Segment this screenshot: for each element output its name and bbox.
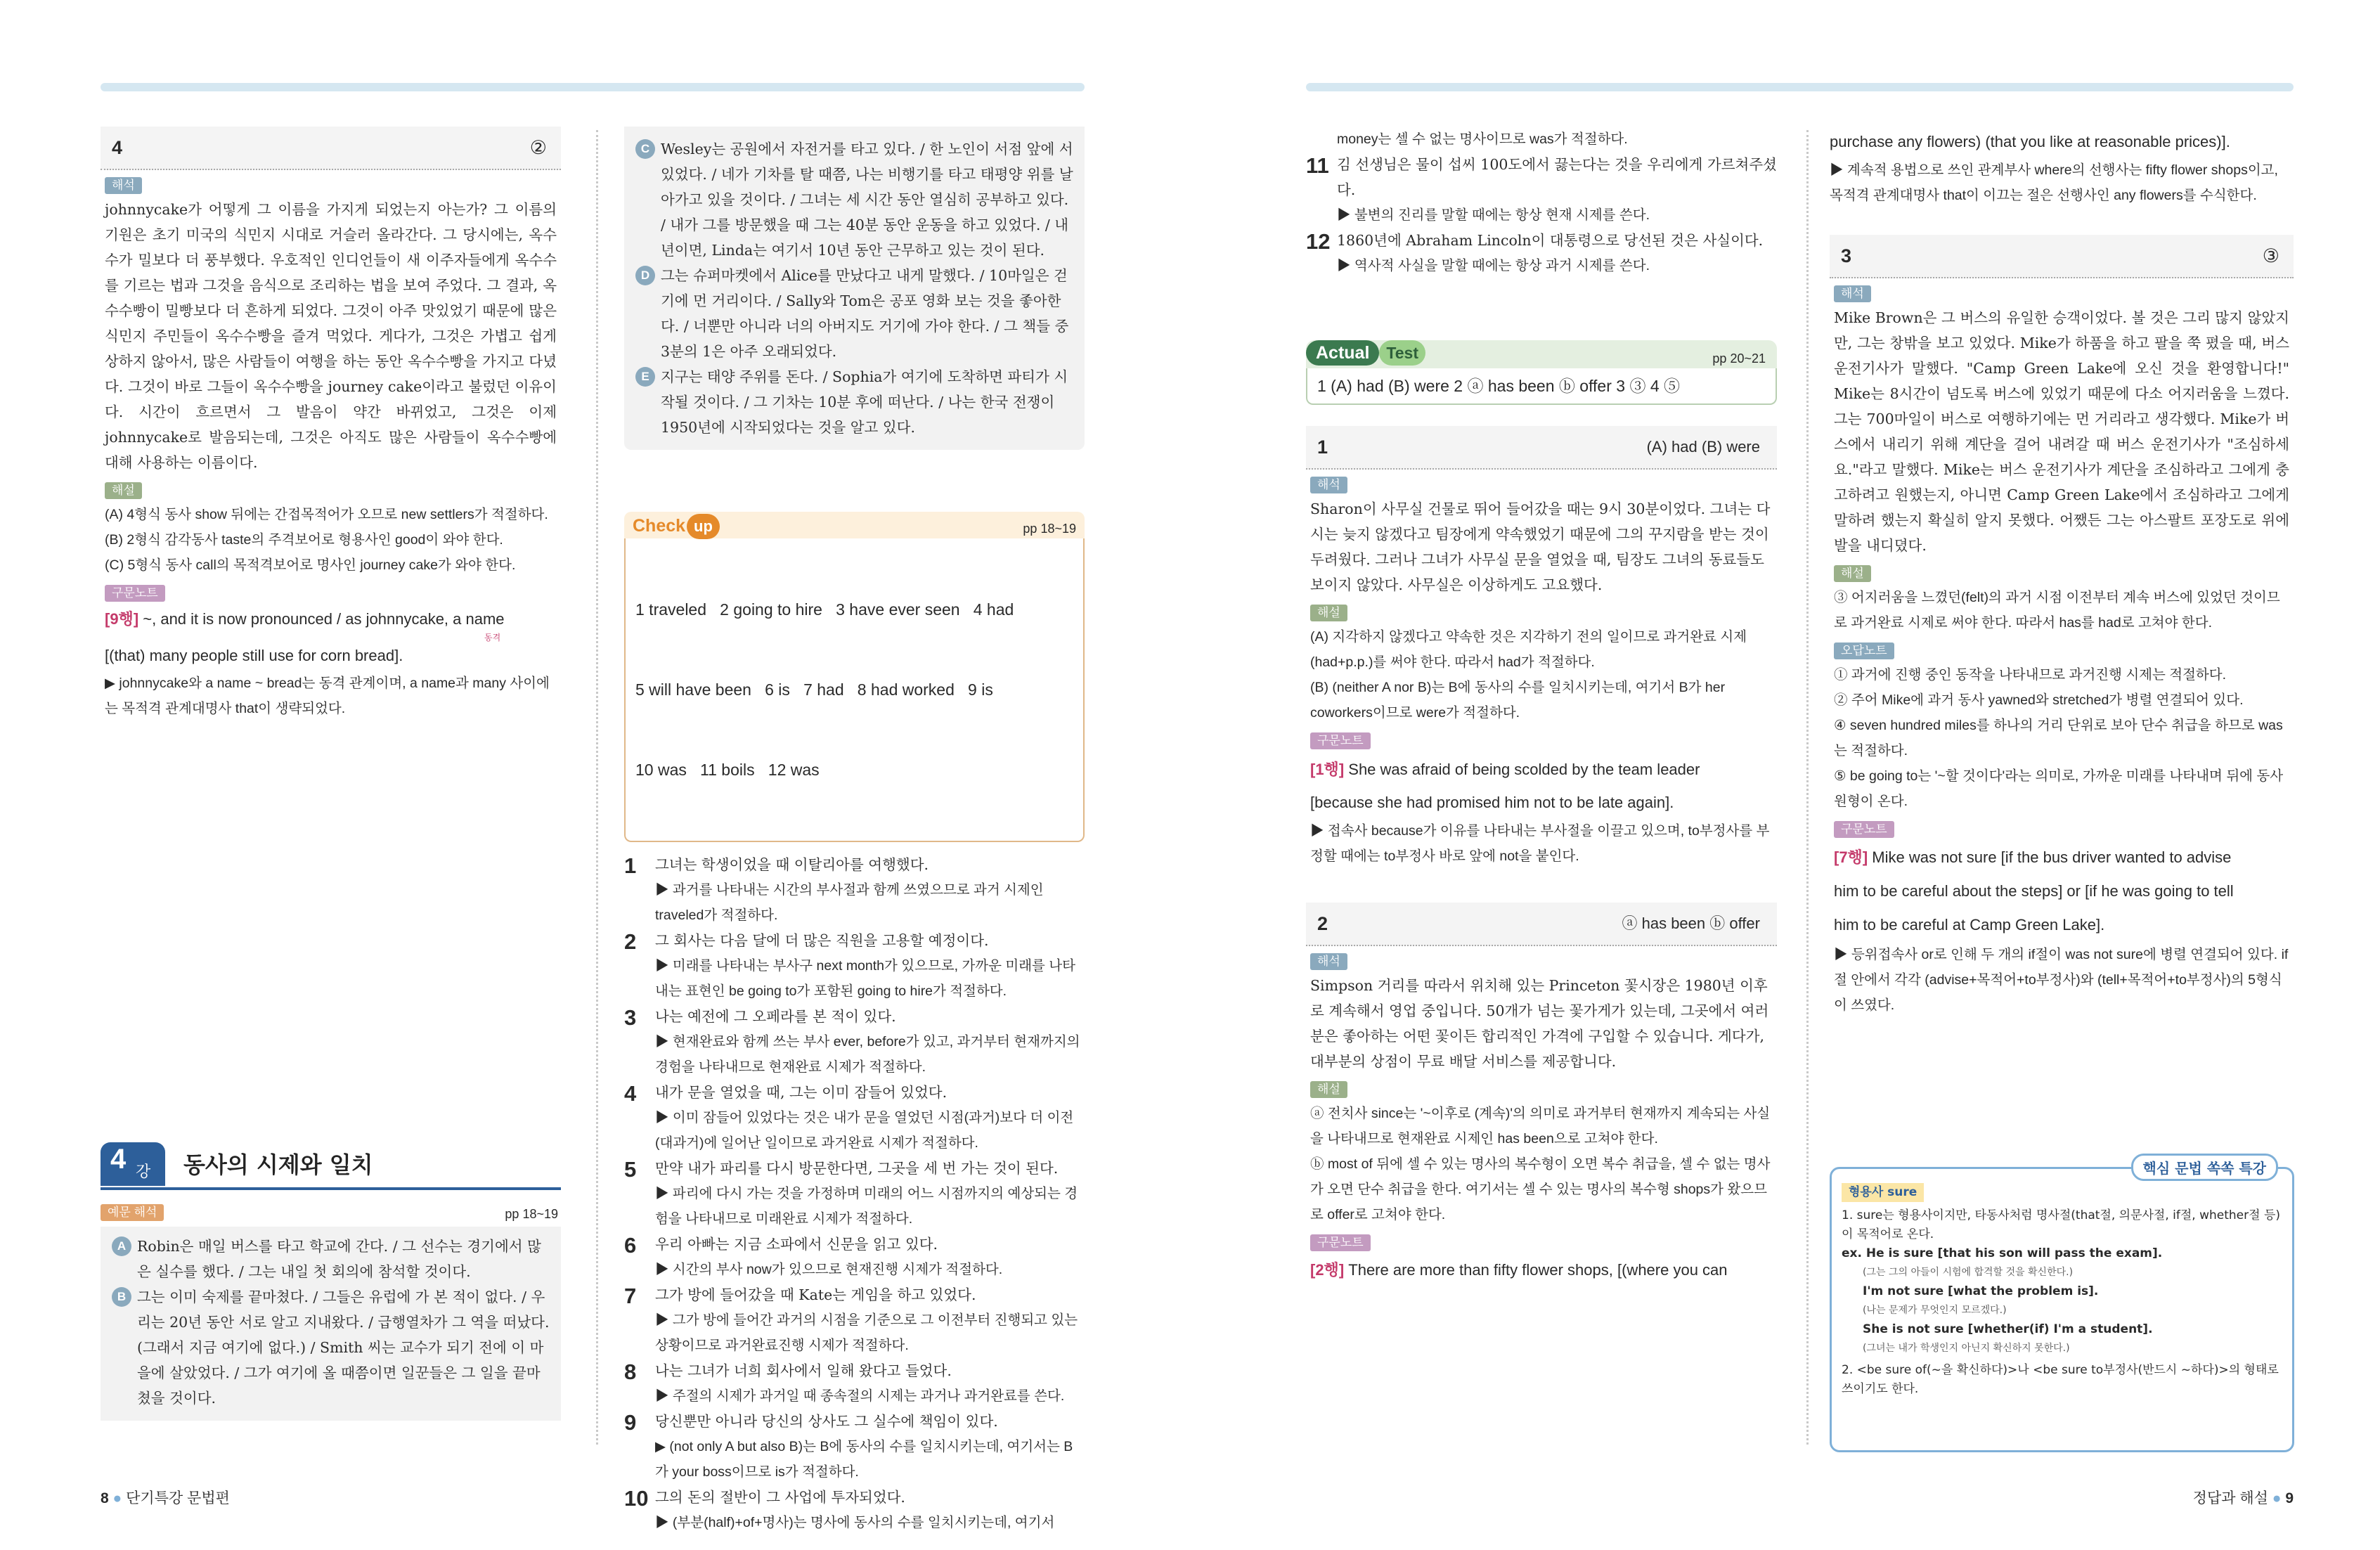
explanation-line: (C) 5형식 동사 call의 목적격보어로 명사인 journey cake가 와야 한다. — [105, 557, 516, 573]
checkup-badge-up: up — [687, 514, 720, 539]
translation-text: Sharon이 사무실 건물로 뛰어 들어갔을 때는 9시 30분이었다. 그녀는 다시는 늦지 않겠다고 팀장에게 약속했었기 때문에 그의 꾸지람을 받는 것이 두려웠다. 그러나 그녀가 사무실 문을 열었을 때, 팀장도 그녀의 동료들도 보이지 않았다. 사무실은 이상하게도 고요했다. — [1310, 500, 1771, 593]
column-divider — [596, 130, 598, 1445]
syntax-note: [2행] There are more than fifty flower shops, [(where you can — [1310, 1261, 1728, 1279]
line-ref: [9행] — [105, 610, 139, 628]
checkup-item: 4 내가 문을 열었을 때, 그는 이미 잠들어 있었다. ▶ 이미 잠들어 있었다는 것은 내가 문을 열었던 시점(과거)보다 더 이전(대과거)에 일어난 일이므로 과거완료 시제가 적절하다. — [624, 1081, 1074, 1151]
checkup-section — [624, 512, 1085, 1535]
wrong-answer-line: ② 주어 Mike에 과거 동사 yawned와 stretched가 병렬 연결되어 있다. — [1834, 692, 2244, 708]
tag-example-translation: 예문 해석 — [101, 1204, 164, 1221]
grammar-tip-example-translation: (나는 문제가 무엇인지 모르겠다.) — [1863, 1305, 2007, 1316]
answer-text: ⓐ has been ⓑ offer — [1622, 915, 1760, 932]
top-rule-left — [101, 83, 1085, 91]
example-item: E 지구는 태양 주위를 돈다. / Sophia가 여기에 도착하면 파티가 시작될 것이다. / 그 기차는 10분 후에 떠난다. / 나는 한국 전쟁이 1950년에 시작되었다는 것을 알고 있다. — [635, 364, 1073, 440]
explanation-line: (A) 지각하지 않겠다고 약속한 것은 지각하기 전의 일이므로 과거완료 시제 (had+p.p.)를 써야 한다. 따라서 had가 적절하다. — [1310, 629, 1747, 670]
checkup-item: 3 나는 예전에 그 오페라를 본 적이 있다. ▶ 현재완료와 함께 쓰는 부사 ever, before가 있고, 과거부터 현재까지의 경험을 나타내므로 현재완료 시제가 적절하다. — [624, 1005, 1080, 1075]
actual-test-answer-key: 1 (A) had (B) were 2 ⓐ has been ⓑ offer 3 ③ 4 ⑤ — [1306, 368, 1777, 405]
answer-mark: ③ — [2262, 245, 2279, 266]
note-sentence: him to be careful about the steps] or [if he was going to tell — [1834, 882, 2234, 900]
test-badge: Test — [1379, 340, 1425, 366]
column-3 — [1306, 127, 1777, 1286]
tag-explanation: 해설 — [1834, 565, 1871, 582]
example-box — [101, 1227, 561, 1421]
question-1-header: 1 (A) had (B) were — [1306, 426, 1777, 470]
footer-left: 8 ● 단기특강 문법편 — [101, 1490, 230, 1506]
checkup-item: 12 1860년에 Abraham Lincoln이 대통령으로 당선된 것은 사실이다. ▶ 역사적 사실을 말할 때에는 항상 과거 시제를 쓴다. — [1306, 229, 1764, 273]
checkup-item: 6 우리 아빠는 지금 소파에서 신문을 읽고 있다. ▶ 시간의 부사 now가 있으므로 현재진행 시제가 적절하다. — [624, 1233, 1003, 1277]
continued-explanation: money는 셀 수 없는 명사이므로 was가 적절하다. — [1337, 131, 1628, 147]
question-number: 4 — [112, 137, 123, 158]
note-sentence: [(that) many people still use for corn bread]. — [105, 647, 403, 664]
grammar-tip-example-translation: (그는 그의 아들이 시험에 합격할 것을 확신한다.) — [1863, 1267, 2074, 1278]
syntax-note: [7행] Mike was not sure [if the bus driver wanted to advise — [1834, 848, 2232, 866]
translation-text: Mike Brown은 그 버스의 유일한 승객이었다. 볼 것은 그리 많지 않았지만, 그는 창밖을 보고 있었다. Mike가 하품을 하고 팔을 쭉 폈을 때, 버스 운전기사가 말했다. "Camp Green Lake에 오신 것을 환영합니다!" Mike는 8시간이 넘도록 버스에 있었기 때문에 다소 어지러움을 느꼈다. 그는 700마일이 버스로 여행하기에는 먼 거리라고 생각했다. Mike가 버스에서 내리기 위해 계단을 걸어 내려갈 때 버스 운전기사가 "조심하세요."라고 말했다. Mike는 버스 운전기사가 계단을 조심하라고 그에게 충고하려고 원했는지, 아니면 Camp Green Lake에서 조심하라고 그에게 말하려 했는지 확실히 알지 못했다. 어쨌든 그는 아스팔트 포장도로 위에 발을 내디뎠다. — [1834, 309, 2289, 554]
page-number: 8 — [101, 1490, 109, 1506]
wrong-answer-line: ⑤ be going to는 '~할 것이다'라는 의미로, 가까운 미래를 나타내며 뒤에 동사원형이 온다. — [1834, 768, 2284, 809]
question-2-header: 2 ⓐ has been ⓑ offer — [1306, 903, 1777, 946]
question-3-header: 3 ③ — [1830, 235, 2294, 278]
tag-translation: 해석 — [1310, 953, 1347, 970]
grammar-tip-example: She is not sure [whether(if) I'm a student]. — [1863, 1322, 2153, 1336]
example-label: B — [112, 1287, 131, 1307]
checkup-answer-key: 1 traveled 2 going to hire 3 have ever seen 4 had 5 will have been 6 is 7 had 8 had worked 9 is 10 was 11 boils 12 was — [624, 538, 1085, 842]
tag-syntax-note: 구문노트 — [1310, 1234, 1371, 1251]
example-item: A Robin은 매일 버스를 타고 학교에 간다. / 그 선수는 경기에서 많은 실수를 했다. / 그는 내일 첫 회의에 참석할 것이다. — [112, 1234, 550, 1284]
tag-translation: 해석 — [1310, 477, 1347, 493]
example-label: C — [635, 139, 655, 159]
note-sentence: him to be careful at Camp Green Lake]. — [1834, 916, 2105, 934]
top-rule-right — [1306, 83, 2294, 91]
question-4-header — [101, 127, 561, 170]
book-title: 단기특강 문법편 — [126, 1490, 230, 1506]
note-explanation: ▶ johnnycake와 a name ~ bread는 동격 관계이며, a name과 many 사이에는 목적격 관계대명사 that이 생략되었다. — [105, 676, 550, 716]
explanation-line: (B) 2형식 감각동사 taste의 주격보어로 형용사인 good이 와야 한다. — [105, 532, 503, 548]
note-sentence: [because she had promised him not to be late again]. — [1310, 794, 1674, 811]
grammar-tip-point: 2. <be sure of(~을 확신하다)>나 <be sure to부정사(반드시 ~하다)>의 형태로 쓰이기도 한다. — [1842, 1363, 2279, 1396]
appositive-mark: 동격 — [484, 633, 501, 642]
tag-syntax-note: 구문노트 — [1310, 732, 1371, 749]
checkup-item: 5 만약 내가 파리를 다시 방문한다면, 그곳을 세 번 가는 것이 된다. ▶ 파리에 다시 가는 것을 가정하며 미래의 어느 시점까지의 예상되는 경험을 나타내므로 미래완료 시제가 적절하다. — [624, 1157, 1078, 1227]
checkup-item: 10 그의 돈의 절반이 그 사업에 투자되었다. ▶ (부분(half)+of+명사)는 명사에 동사의 수를 일치시키는데, 여기서 — [624, 1486, 1055, 1530]
section-title: 정답과 해설 — [2192, 1490, 2268, 1506]
checkup-badge: Check — [633, 516, 686, 536]
explanation-line: ③ 어지러움을 느꼈던(felt)의 과거 시점 이전부터 계속 버스에 있었던 것이므로 과거완료 시제로 써야 한다. 따라서 has를 had로 고쳐야 한다. — [1834, 590, 2280, 631]
example-item: B 그는 이미 숙제를 끝마쳤다. / 그들은 유럽에 가 본 적이 없다. / 우리는 20년 동안 서로 알고 지내왔다. / 급행열차가 그 역을 떠났다. (그래서 지금 여기에 없다.) / Smith 씨는 교수가 되기 전에 이 마을에 살았었다. / 그가 여기에 올 때쯤이면 일꾼들은 그 일을 끝마쳤을 것이다. — [112, 1284, 550, 1411]
explanation-line: (B) (neither A nor B)는 B에 동사의 수를 일치시키는데, 여기서 B가 her coworkers이므로 were가 적절하다. — [1310, 680, 1726, 721]
syntax-note — [105, 605, 557, 634]
page-range: pp 18~19 — [1023, 522, 1076, 536]
actual-test-section — [1306, 340, 1777, 405]
grammar-tip-example-translation: (그녀는 내가 학생인지 아닌지 확신하지 못한다.) — [1863, 1343, 2070, 1354]
grammar-tip-title: 핵심 문법 쏙쏙 특강 — [2131, 1154, 2278, 1181]
note-sentence: ~, and it is now pronounced / as johnnycake, a name — [143, 610, 505, 628]
example-label: A — [112, 1236, 131, 1256]
lesson-section — [101, 1142, 561, 1421]
tag-explanation: 해설 — [105, 482, 142, 499]
tag-translation: 해석 — [1834, 285, 1871, 302]
column-4 — [1830, 127, 2294, 1018]
tag-syntax-note: 구문노트 — [1834, 821, 1894, 838]
checkup-item: 1 그녀는 학생이었을 때 이탈리아를 여행했다. ▶ 과거를 나타내는 시간의 부사절과 함께 쓰였으므로 과거 시제인 traveled가 적절하다. — [624, 853, 1044, 923]
note-explanation: ▶ 계속적 용법으로 쓰인 관계부사 where의 선행사는 fifty flower shops이고, 목적격 관계대명사 that이 이끄는 절은 선행사인 any flowers를 수식한다. — [1830, 162, 2278, 203]
answer-mark: ② — [529, 137, 547, 158]
tag-wrong-answers: 오답노트 — [1834, 642, 1894, 659]
grammar-tip-subtitle: 형용사 sure — [1842, 1183, 1924, 1202]
tag-explanation: 해설 — [1310, 1081, 1347, 1098]
checkup-item: 2 그 회사는 다음 달에 더 많은 직원을 고용할 예정이다. ▶ 미래를 나타내는 부사구 next month가 있으므로, 가까운 미래를 나타내는 표현인 be going to가 포함된 going to hire가 적절하다. — [624, 929, 1075, 999]
column-2 — [624, 127, 1085, 1535]
example-label: E — [635, 367, 655, 387]
lesson-title-bar — [101, 1142, 561, 1190]
grammar-tip-example: ex. He is sure [that his son will pass the exam]. — [1842, 1246, 2163, 1260]
grammar-tip-box — [1830, 1160, 2294, 1452]
explanation-line: ⓑ most of 뒤에 셀 수 있는 명사의 복수형이 오면 복수 취급을, 셀 수 없는 명사가 오면 단수 취급을 한다. 여기서는 셀 수 있는 명사의 복수형 shops가 왔으므로 offer로 고쳐야 한다. — [1310, 1156, 1771, 1222]
checkup-item: 11 김 선생님은 물이 섭씨 100도에서 끓는다는 것을 우리에게 가르쳐주셨다. ▶ 불변의 진리를 말할 때에는 항상 현재 시제를 쓴다. — [1306, 153, 1777, 223]
continued-note: purchase any flowers) (that you like at reasonable prices)]. — [1830, 133, 2230, 150]
grammar-tip-example: I'm not sure [what the problem is]. — [1863, 1284, 2099, 1298]
example-label: D — [635, 266, 655, 285]
explanation-line: ⓐ 전치사 since는 '~이후로 (계속)'의 의미로 과거부터 현재까지 계속되는 사실을 나타내므로 현재완료 시제인 has been으로 고쳐야 한다. — [1310, 1106, 1771, 1147]
footer-right: 정답과 해설 ● 9 — [2192, 1490, 2294, 1506]
answer-text: (A) had (B) were — [1646, 438, 1760, 456]
checkup-item: 9 당신뿐만 아니라 당신의 상사도 그 실수에 책임이 있다. ▶ (not only A but also B)는 B에 동사의 수를 일치시키는데, 여기서는 B가 your boss이므로 is가 적절하다. — [624, 1410, 1073, 1480]
column-1 — [101, 127, 561, 1407]
lesson-title: 동사의 시제와 일치 — [183, 1151, 373, 1178]
example-item: D 그는 슈퍼마켓에서 Alice를 만났다고 내게 말했다. / 10마일은 걷기에 먼 거리이다. / Sally와 Tom은 공포 영화 보는 것을 좋아한다. / 너뿐만 아니라 너의 아버지도 거기에 가야 한다. / 그 책들 중 3분의 1은 아주 오래되었다. — [635, 263, 1073, 364]
wrong-answer-line: ④ seven hundred miles를 하나의 거리 단위로 보아 단수 취급을 하므로 was는 적절하다. — [1834, 718, 2283, 758]
actual-badge: Actual — [1306, 340, 1379, 366]
grammar-tip-point: 1. sure는 형용사이지만, 타동사처럼 명사절(that절, 의문사절, if절, whether절 등)이 목적어로 온다. — [1842, 1208, 2280, 1241]
syntax-note: [1행] She was afraid of being scolded by the team leader — [1310, 761, 1700, 778]
example-box-continued — [624, 127, 1085, 450]
checkup-item: 8 나는 그녀가 너희 회사에서 일해 왔다고 들었다. ▶ 주절의 시제가 과거일 때 종속절의 시제는 과거나 과거완료를 쓴다. — [624, 1360, 1065, 1404]
page-range: pp 20~21 — [1712, 351, 1766, 366]
tag-explanation: 해설 — [1310, 605, 1347, 621]
note-explanation: ▶ 등위접속사 or로 인해 두 개의 if절이 was not sure에 병렬 연결되어 있다. if절 안에서 각각 (advise+목적어+to부정사)와 (tell+목적어+to부정사)의 5형식이 쓰였다. — [1834, 947, 2289, 1013]
explanation-line: (A) 4형식 동사 show 뒤에는 간접목적어가 오므로 new settlers가 적절하다. — [105, 507, 548, 522]
example-item: C Wesley는 공원에서 자전거를 타고 있다. / 한 노인이 서점 앞에 서 있었다. / 네가 기차를 탈 때쯤, 나는 비행기를 타고 태평양 위를 날아가고 있을 것이다. / 그녀는 세 시간 동안 열심히 공부하고 있다. / 내가 그를 방문했을 때 그는 40분 동안 운동을 하고 있었다. / 내년이면, Linda는 여기서 10년 동안 근무하고 있는 것이 된다. — [635, 136, 1073, 263]
tag-translation: 해석 — [105, 177, 142, 194]
translation-text: johnnycake가 어떻게 그 이름을 가지게 되었는지 아는가? 그 이름의 기원은 초기 미국의 식민지 시대로 거슬러 올라간다. 그 당시에는, 옥수수가 밀보다 더 풍부했다. 우호적인 인디언들이 새 이주자들에게 옥수수를 기르는 법과 그것을 음식으로 조리하는 법을 보여 주었다. 그 결과, 옥수수빵이 밀빵보다 더 흔하게 되었다. 그것이 아주 맛있었기 때문에 많은 식민지 주민들이 옥수수빵을 즐겨 먹었다. 게다가, 그것은 가볍고 쉽게 상하지 않아서, 많은 사람들이 여행을 하는 동안 옥수수빵을 가지고 다녔다. 그것이 바로 그들이 옥수수빵을 journey cake이라고 불렀던 이유이다. 시간이 흐르면서 그 발음이 약간 바뀌었고, 그것은 이제 johnnycake로 발음되는데, 그것은 아직도 많은 사람들이 옥수수빵에 대해 사용하는 이름이다. — [105, 201, 557, 471]
note-explanation: ▶ 접속사 because가 이유를 나타내는 부사절을 이끌고 있으며, to부정사를 부정할 때에는 to부정사 바로 앞에 not을 붙인다. — [1310, 823, 1770, 864]
translation-text: Simpson 거리를 따라서 위치해 있는 Princeton 꽃시장은 1980년 이후로 계속해서 영업 중입니다. 50개가 넘는 꽃가게가 있는데, 그곳에서 여러분은 좋아하는 어떤 꽃이든 합리적인 가격에 구입할 수 있습니다. 게다가, 대부분의 상점이 무료 배달 서비스를 제공합니다. — [1310, 977, 1769, 1070]
lesson-number-badge: 4 강 — [101, 1142, 165, 1186]
page-range: pp 18~19 — [505, 1207, 558, 1221]
checkup-item: 7 그가 방에 들어갔을 때 Kate는 게임을 하고 있었다. ▶ 그가 방에 들어간 과거의 시점을 기준으로 그 이전부터 진행되고 있는 상황이므로 과거완료진행 시제가 적절하다. — [624, 1284, 1078, 1353]
tag-syntax-note: 구문노트 — [105, 585, 165, 602]
column-divider — [1806, 130, 1809, 1445]
page-number: 9 — [2285, 1490, 2294, 1506]
wrong-answer-line: ① 과거에 진행 중인 동작을 나타내므로 과거진행 시제는 적절하다. — [1834, 667, 2227, 683]
